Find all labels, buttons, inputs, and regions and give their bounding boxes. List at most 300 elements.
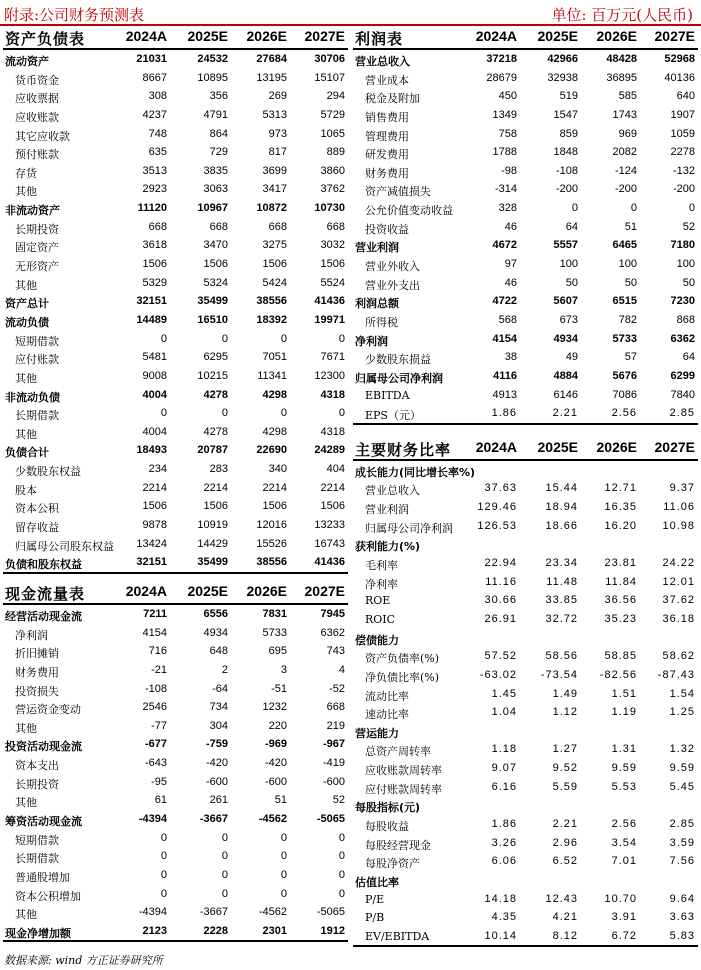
table-row xyxy=(353,367,698,386)
cell-value: 2.21 xyxy=(552,407,578,420)
cell-value: 2.85 xyxy=(669,817,695,830)
row-label: 其他 xyxy=(15,721,37,735)
cell-value: 4004 xyxy=(142,388,167,401)
cell-value: 0 xyxy=(160,868,167,881)
table-row xyxy=(3,255,348,274)
cell-value: 3470 xyxy=(203,239,228,252)
cell-value: 4318 xyxy=(320,388,345,401)
cell-value: 24.22 xyxy=(662,557,695,570)
cell-value: 14429 xyxy=(197,537,228,550)
cell-value: 11.16 xyxy=(485,575,517,588)
row-label: 长期投资 xyxy=(15,777,59,791)
cell-value: 2923 xyxy=(142,183,167,196)
cell-value: 668 xyxy=(148,220,167,233)
cell-value: 1547 xyxy=(553,108,578,121)
cell-value: 22.94 xyxy=(484,557,517,570)
year-header: 2026E xyxy=(596,438,637,455)
table-row xyxy=(3,516,348,535)
row-label: 应收票据 xyxy=(15,92,59,106)
table-row xyxy=(3,236,348,255)
table-row xyxy=(3,553,348,574)
cell-value: 58.56 xyxy=(545,650,578,663)
table-row xyxy=(3,754,348,773)
row-label: 非流动资产 xyxy=(5,204,60,218)
cell-value: 3860 xyxy=(320,164,345,177)
cell-value: 11.84 xyxy=(605,575,637,588)
cell-value: 0 xyxy=(571,202,578,215)
table-row xyxy=(353,330,698,349)
row-label: 其他 xyxy=(15,908,37,922)
cell-value: -3667 xyxy=(199,812,228,825)
cell-value: 18392 xyxy=(256,313,287,326)
cell-value: 7211 xyxy=(143,607,167,620)
cell-value: -63.02 xyxy=(479,668,517,681)
cell-value: -314 xyxy=(494,183,517,196)
table-row xyxy=(353,834,698,853)
cell-value: 11341 xyxy=(257,369,287,382)
cell-value: 4934 xyxy=(553,332,578,345)
row-label: 股本 xyxy=(15,483,37,497)
cell-value: 2.21 xyxy=(552,817,578,830)
row-label: 投资损失 xyxy=(15,684,59,698)
table-row xyxy=(353,461,698,480)
cell-value: 12016 xyxy=(256,519,287,532)
cell-value: 32.72 xyxy=(545,612,578,625)
table-row xyxy=(353,759,698,778)
row-label: 其他 xyxy=(15,796,37,810)
cell-value: -5065 xyxy=(316,812,345,825)
cell-value: 716 xyxy=(148,645,167,658)
table-row xyxy=(353,703,698,722)
cell-value: 4.35 xyxy=(491,911,517,924)
row-label: 少数股东权益 xyxy=(15,465,81,479)
year-header: 2027E xyxy=(654,438,695,455)
cell-value: 37.63 xyxy=(484,482,517,495)
cell-value: -420 xyxy=(264,757,287,770)
cell-value: 6146 xyxy=(553,388,578,401)
cell-value: 33.85 xyxy=(545,594,578,607)
cell-value: 2 xyxy=(221,663,228,676)
table-row xyxy=(3,404,348,423)
table-row xyxy=(353,554,698,573)
cell-value: 2546 xyxy=(142,701,167,714)
cell-value: -4394 xyxy=(138,906,167,919)
cell-value: 4 xyxy=(338,663,345,676)
table-title: 主要财务比率 xyxy=(355,440,452,459)
cell-value: 668 xyxy=(268,220,287,233)
cell-value: 24289 xyxy=(314,444,345,457)
row-label: 资产减值损失 xyxy=(365,185,431,199)
row-label: 归属母公司净利润 xyxy=(365,521,453,535)
cell-value: 0 xyxy=(280,868,287,881)
cell-value: 635 xyxy=(148,146,167,159)
row-label: 应付账款周转率 xyxy=(365,782,442,796)
cell-value: 0 xyxy=(280,831,287,844)
cell-value: 18.66 xyxy=(545,519,578,532)
cell-value: 5.83 xyxy=(669,929,695,942)
cell-value: 5424 xyxy=(262,276,287,289)
cell-value: 1506 xyxy=(320,258,345,271)
cell-value: 758 xyxy=(498,127,517,140)
cell-value: 1506 xyxy=(262,500,287,513)
cell-value: 3.54 xyxy=(611,836,637,849)
cell-value: 1848 xyxy=(553,146,578,159)
cell-value: 7051 xyxy=(262,351,287,364)
cell-value: 9008 xyxy=(142,369,167,382)
cell-value: -77 xyxy=(151,719,167,732)
cell-value: 4884 xyxy=(553,369,578,382)
cell-value: 1.27 xyxy=(552,743,578,756)
cell-value: 10215 xyxy=(197,369,228,382)
cell-value: -4394 xyxy=(138,812,167,825)
cell-value: 743 xyxy=(326,645,345,658)
year-header: 2024A xyxy=(475,438,517,455)
row-label: 长期借款 xyxy=(15,852,59,866)
table-row xyxy=(3,218,348,237)
row-label: 净负债比率(%) xyxy=(365,670,440,684)
financial-ratios-table xyxy=(353,438,698,948)
cell-value: 0 xyxy=(160,407,167,420)
cell-value: 673 xyxy=(559,313,578,326)
cell-value: 126.53 xyxy=(477,519,517,532)
cell-value: 0 xyxy=(221,407,228,420)
row-label: 经营活动现金流 xyxy=(5,609,82,623)
cell-value: 7945 xyxy=(320,607,345,620)
cell-value: 269 xyxy=(268,90,287,103)
cell-value: 1506 xyxy=(262,258,287,271)
cell-value: -200 xyxy=(555,183,578,196)
cell-value: 4672 xyxy=(492,239,517,252)
cell-value: 19971 xyxy=(314,313,345,326)
row-label: 存货 xyxy=(15,166,37,180)
table-row xyxy=(3,348,348,367)
table-row xyxy=(353,199,698,218)
cell-value: 58.85 xyxy=(604,650,637,663)
row-label: 税金及附加 xyxy=(365,92,420,106)
cell-value: 23.81 xyxy=(604,557,637,570)
table-row xyxy=(353,740,698,759)
cell-value: 15526 xyxy=(256,537,287,550)
cell-value: -51 xyxy=(271,682,287,695)
cell-value: 16743 xyxy=(314,537,345,550)
table-row xyxy=(3,441,348,460)
cell-value: 450 xyxy=(498,90,517,103)
cell-value: 3.91 xyxy=(611,911,637,924)
table-header xyxy=(353,438,698,461)
cell-value: 404 xyxy=(326,463,345,476)
cell-value: 10919 xyxy=(197,519,228,532)
row-label: 营业利润 xyxy=(355,241,399,255)
row-label: 销售费用 xyxy=(365,110,409,124)
table-header xyxy=(3,27,348,50)
row-label: 应收账款周转率 xyxy=(365,764,442,778)
cell-value: 37.62 xyxy=(662,594,695,607)
cell-value: 100 xyxy=(559,258,578,271)
row-label: 普通股增加 xyxy=(15,870,70,884)
cell-value: 1.04 xyxy=(491,706,517,719)
table-row xyxy=(3,106,348,125)
cell-value: 40136 xyxy=(664,71,695,84)
year-header: 2026E xyxy=(596,28,637,44)
cell-value: 32938 xyxy=(547,71,578,84)
table-row xyxy=(353,666,698,685)
cell-value: -600 xyxy=(205,775,228,788)
cell-value: 0 xyxy=(338,868,345,881)
cell-value: 9.37 xyxy=(669,482,695,495)
cell-value: 10895 xyxy=(197,71,228,84)
year-header: 2026E xyxy=(246,582,287,599)
row-label: 资本支出 xyxy=(15,759,59,773)
table-row xyxy=(3,386,348,405)
table-row xyxy=(353,498,698,517)
cell-value: 5676 xyxy=(612,369,637,382)
table-row xyxy=(3,847,348,866)
cell-value: 1.12 xyxy=(552,706,578,719)
row-label: 非流动负债 xyxy=(5,390,60,404)
cell-value: 7.56 xyxy=(669,855,695,868)
cell-value: 1912 xyxy=(320,924,345,937)
cell-value: 100 xyxy=(676,258,695,271)
cell-value: 4278 xyxy=(203,388,228,401)
table-row xyxy=(3,69,348,88)
cell-value: -4562 xyxy=(258,906,287,919)
cell-value: 10.14 xyxy=(484,929,517,942)
cell-value: -108 xyxy=(144,682,167,695)
table-row xyxy=(3,922,348,943)
year-header: 2027E xyxy=(304,582,345,599)
cell-value: 0 xyxy=(221,868,228,881)
table-row xyxy=(3,180,348,199)
cell-value: 57.52 xyxy=(484,650,517,663)
cell-value: 58.62 xyxy=(662,650,695,663)
cell-value: 1.86 xyxy=(491,407,517,420)
cell-value: -64 xyxy=(212,682,228,695)
cell-value: -124 xyxy=(614,164,637,177)
table-row xyxy=(353,535,698,554)
cell-value: 35499 xyxy=(197,295,228,308)
cell-value: 50 xyxy=(624,276,637,289)
row-label: 每股指标(元) xyxy=(355,801,421,815)
cell-value: 6.72 xyxy=(611,929,637,942)
row-label: 速动比率 xyxy=(365,708,409,722)
cell-value: 1349 xyxy=(492,108,517,121)
cell-value: -600 xyxy=(322,775,345,788)
cell-value: 0 xyxy=(160,831,167,844)
row-label: 预付账款 xyxy=(15,148,59,162)
table-row xyxy=(353,292,698,311)
cell-value: -82.56 xyxy=(599,668,637,681)
cell-value: 16.20 xyxy=(604,519,637,532)
cell-value: 27684 xyxy=(256,53,287,65)
cell-value: 1.19 xyxy=(611,706,637,719)
cell-value: 0 xyxy=(338,850,345,863)
cell-value: 6.52 xyxy=(552,855,578,868)
cell-value: 4913 xyxy=(492,388,517,401)
cell-value: 585 xyxy=(618,90,637,103)
cell-value: 6362 xyxy=(670,332,695,345)
cell-value: -4562 xyxy=(258,812,287,825)
row-label: 毛利率 xyxy=(365,559,398,573)
year-header: 2024A xyxy=(125,28,167,44)
cell-value: 868 xyxy=(676,313,695,326)
cell-value: 1.49 xyxy=(552,687,578,700)
table-row xyxy=(3,292,348,311)
cell-value: 3.59 xyxy=(669,836,695,849)
row-label: 营业总收入 xyxy=(355,55,410,68)
cell-value: 519 xyxy=(559,90,578,103)
cell-value: 695 xyxy=(268,645,287,658)
year-header: 2025E xyxy=(537,438,578,455)
cell-value: 38556 xyxy=(256,295,287,308)
row-label: 每股收益 xyxy=(365,819,409,833)
row-label: 少数股东损益 xyxy=(365,353,431,367)
cell-value: 5313 xyxy=(262,108,287,121)
cell-value: 2214 xyxy=(142,481,167,494)
cell-value: 10.98 xyxy=(662,519,695,532)
cell-value: 46 xyxy=(504,276,517,289)
cell-value: 734 xyxy=(209,701,228,714)
row-label: 每股净资产 xyxy=(365,857,420,871)
cell-value: 38 xyxy=(504,351,517,364)
row-label: 短期借款 xyxy=(15,833,59,847)
cell-value: 308 xyxy=(148,90,167,103)
row-label: 其它应收款 xyxy=(15,129,70,143)
cell-value: 340 xyxy=(268,463,287,476)
cell-value: 10.70 xyxy=(604,892,637,905)
cell-value: 16.35 xyxy=(604,501,637,514)
cell-value: 61 xyxy=(154,794,167,807)
row-label: 固定资产 xyxy=(15,241,59,255)
data-source-note: 数据来源: wind 方正证券研究所 xyxy=(4,954,163,967)
cell-value: 23.34 xyxy=(545,557,578,570)
row-label: 净利润 xyxy=(15,628,48,642)
cell-value: 1.18 xyxy=(491,743,517,756)
row-label: 营业总收入 xyxy=(365,484,420,498)
row-label: 资本公积增加 xyxy=(15,889,81,903)
cell-value: 889 xyxy=(326,146,345,159)
cell-value: 6515 xyxy=(612,295,637,308)
cell-value: 7180 xyxy=(670,239,695,252)
cell-value: 9.52 xyxy=(552,762,578,775)
cell-value: -600 xyxy=(264,775,287,788)
cell-value: 4278 xyxy=(203,425,228,438)
cell-value: 304 xyxy=(209,719,228,732)
cell-value: 2301 xyxy=(262,924,287,937)
cell-value: -967 xyxy=(322,738,345,751)
row-label: 其他 xyxy=(15,185,37,199)
table-row xyxy=(3,497,348,516)
cell-value: 1.51 xyxy=(611,687,637,700)
cell-value: 6362 xyxy=(320,626,345,639)
cell-value: 3835 xyxy=(203,164,228,177)
cell-value: 648 xyxy=(209,645,228,658)
row-label: 流动比率 xyxy=(365,689,409,703)
cell-value: 0 xyxy=(221,887,228,900)
cell-value: 13424 xyxy=(136,537,167,550)
cell-value: 0 xyxy=(160,850,167,863)
cell-value: 1788 xyxy=(492,146,517,159)
cell-value: 57 xyxy=(624,351,637,364)
cell-value: -21 xyxy=(151,663,167,676)
row-label: 流动资产 xyxy=(5,55,49,68)
row-label: 其他 xyxy=(15,427,37,441)
row-label: 筹资活动现金流 xyxy=(5,814,82,828)
cell-value: 7.01 xyxy=(611,855,637,868)
cell-value: 3063 xyxy=(203,183,228,196)
cell-value: 5607 xyxy=(553,295,578,308)
table-row xyxy=(353,274,698,293)
appendix-title: 附录:公司财务预测表 xyxy=(4,6,145,24)
cell-value: 6295 xyxy=(203,351,228,364)
cell-value: 6465 xyxy=(612,239,637,252)
table-row xyxy=(353,629,698,648)
cell-value: 1.31 xyxy=(611,743,637,756)
row-label: 短期借款 xyxy=(15,334,59,348)
cell-value: 0 xyxy=(338,887,345,900)
table-row xyxy=(353,236,698,255)
cell-value: 36.18 xyxy=(662,612,695,625)
table-row xyxy=(353,778,698,797)
cell-value: 6.06 xyxy=(491,855,517,868)
cell-value: 3417 xyxy=(262,183,287,196)
year-header: 2027E xyxy=(304,28,345,44)
table-row xyxy=(3,866,348,885)
cell-value: 0 xyxy=(338,332,345,345)
cell-value: -969 xyxy=(264,738,287,751)
cell-value: 1.25 xyxy=(669,706,695,719)
cell-value: 356 xyxy=(209,90,228,103)
table-row xyxy=(353,386,698,405)
cell-value: 3032 xyxy=(320,239,345,252)
row-label: 归属母公司净利润 xyxy=(355,371,443,385)
cell-value: 13195 xyxy=(256,71,287,84)
cell-value: 2228 xyxy=(203,924,228,937)
cash-flow-table xyxy=(3,582,348,943)
cell-value: 7086 xyxy=(612,388,637,401)
row-label: 净利率 xyxy=(365,577,398,591)
row-label: 长期投资 xyxy=(15,222,59,236)
table-row xyxy=(3,479,348,498)
cell-value: 219 xyxy=(326,719,345,732)
cell-value: 12.01 xyxy=(662,575,695,588)
cell-value: 283 xyxy=(209,463,228,476)
cell-value: 3618 xyxy=(142,239,167,252)
cell-value: 4154 xyxy=(492,332,517,345)
cell-value: 5.53 xyxy=(611,780,637,793)
row-label: 营业外收入 xyxy=(365,260,420,274)
cell-value: 4791 xyxy=(203,108,228,121)
row-label: ROIC xyxy=(365,612,396,626)
row-label: 无形资产 xyxy=(15,260,59,274)
left-column xyxy=(3,27,348,942)
cell-value: -643 xyxy=(144,757,167,770)
cell-value: 48428 xyxy=(606,53,637,65)
cell-value: 1506 xyxy=(142,500,167,513)
cell-value: -200 xyxy=(614,183,637,196)
row-label: 负债合计 xyxy=(5,446,49,460)
cell-value: 748 xyxy=(148,127,167,140)
cell-value: 100 xyxy=(618,258,637,271)
cell-value: 640 xyxy=(676,90,695,103)
table-row xyxy=(353,573,698,592)
row-label: 其他 xyxy=(15,278,37,292)
report-header xyxy=(0,0,701,26)
cell-value: 568 xyxy=(498,313,517,326)
cell-value: 3699 xyxy=(262,164,287,177)
cell-value: 3275 xyxy=(262,239,287,252)
cell-value: 0 xyxy=(160,887,167,900)
cell-value: 729 xyxy=(209,146,228,159)
